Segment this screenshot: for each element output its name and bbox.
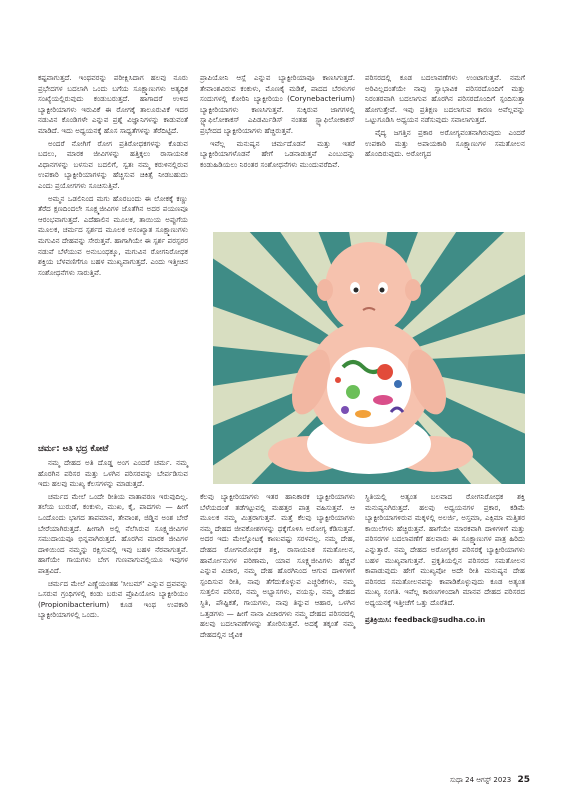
paragraph: ಚರ್ಮದ ಮೇಲೆ ಒಂದೇ ರೀತಿಯ ವಾತಾವರಣ ಇರುವುದಿಲ್ಲ. ತಲೆಯ ಬುರುಡೆ, ಕಂಕುಳು, ಮುಖ, ಕೈ, ಪಾದಗಳು — ಹೀಗೆ ಒಂದೊಂದು ಭಾಗದ ತಾಪಮಾನ, ತೇವಾಂಶ, ಜಿಡ್ಡಿನ ಅಂಶ ಬೇರೆ ಬೇರೆಯಾಗಿರುತ್ತದೆ. ಹೀಗಾಗಿ ಅಲ್ಲಿ ನೆಲೆಸಿರುವ ಸೂಕ್ಷ್ಮಜೀವಿಗಳ ಸಮುದಾಯವೂ ಭಿನ್ನವಾಗಿರುತ್ತದೆ. ಹೊರಗಿನ ಮಾರಕ ಜೀವಿಗಳ ದಾಳಿಯಿಂದ ನಮ್ಮನ್ನು ರಕ್ಷಿಸುವಲ್ಲಿ ಇವು ಬಹಳ ನೆರವಾಗುತ್ತವೆ. ಹಾಗೆಯೇ ಗಾಯಗಳು ಬೇಗ ಗುಣವಾಗುವಲ್ಲಿಯೂ ಇವುಗಳ ಪಾತ್ರವಿದೆ. [38,491,188,575]
paragraph: ಚರ್ಮದ ಮೇಲೆ ಎಣ್ಣೆಯಂತಹ 'ಸೀಬಮ್' ಎನ್ನುವ ದ್ರವವನ್ನು ಒಸರುವ ಗ್ರಂಥಿಗಳಲ್ಲಿ ಕಂಡು ಬರುವ ಪ್ರೊಪಿಯೋನಿ ಬ್ಯಾಕ್ಟೀರಿಯಂ (Propionibacterium) ಕೂಡ ಇಂಥ ಉಪಕಾರಿ ಬ್ಯಾಕ್ಟೀರಿಯಾಗಳಲ್ಲಿ ಒಂದು. [38,578,188,620]
baby-illustration [213,232,525,484]
paragraph: ಇವೆಲ್ಲ ಮನುಷ್ಯನ ಚರ್ಮದೊಡನೆ ಮತ್ತು ಇತರೆ ಬ್ಯಾಕ್ಟೀರಿಯಾಗಳೊಡನೆ ಹೇಗೆ ಒಡನಾಡುತ್ತವೆ ಎಂಬುದನ್ನು ಕಂಡುಹಿಡಿಯಲು ನಿರಂತರ ಸಂಶೋಧನೆಗಳು ಮುಂದುವರೆದಿವೆ. [200,138,355,169]
column-2-bottom [200,492,355,642]
paragraph: ನಮ್ಮ ದೇಹದ ಅತಿ ದೊಡ್ಡ ಅಂಗ ಎಂದರೆ ಚರ್ಮ. ನಮ್ಮ ಹೊರಗಿನ ಪರಿಸರ ಮತ್ತು ಒಳಗಿನ ಪರಿಸರವನ್ನು ಬೇರ್ಪಡಿಸುವ ಇದು ಹಲವು ಮುಖ್ಯ ಕೆಲಸಗಳನ್ನು ಮಾಡುತ್ತದೆ. [38,458,188,489]
paragraph: ಕೆಲವು ಬ್ಯಾಕ್ಟೀರಿಯಾಗಳು ಇತರ ಹಾನಿಕಾರಕ ಬ್ಯಾಕ್ಟೀರಿಯಾಗಳು ಬೆಳೆಯದಂತೆ ತಡೆಗಟ್ಟುವಲ್ಲಿ ಮಹತ್ತರ ಪಾತ್ರ ವಹಿಸುತ್ತವೆ. ಆ ಮೂಲಕ ನಮ್ಮ ಮಿತ್ರರಾಗುತ್ತವೆ. ಮತ್ತೆ ಕೆಲವು ಬ್ಯಾಕ್ಟೀರಿಯಾಗಳು ನಮ್ಮ ದೇಹದ ಜೀವಕೋಶಗಳನ್ನು ಧಕ್ಕೆಗೊಳಿಸಿ ಅರೋಗ್ಯ ಕೆಡಿಸುತ್ತವೆ. ಅದರ ಇದು ಮೇಲ್ನೋಟಕ್ಕೆ ಕಾಣುವಷ್ಟು ಸರಳವಲ್ಲ. ನಮ್ಮ ದೇಹ, ದೇಹದ ರೋಗನಿರೋಧಕ ಶಕ್ತಿ, ರಾಸಾಯನಿಕ ಸಮತೋಲನ, ಹಾರ್ಮೋನುಗಳ ಪರಿಣಾಮ, ಯಾವ ಸೂಕ್ಷ್ಮಜೀವಿಗಳು ಹೆಚ್ಚಿವೆ ಎನ್ನುವ ವಿಚಾರ, ನಮ್ಮ ದೇಹ ಹೊರಗಿನಿಂದ ಆಗುವ ದಾಳಿಗಳಿಗೆ ಸ್ಪಂದಿಸುವ ರೀತಿ, ನಾವು ತೆಗೆದುಕೊಳ್ಳುವ ಎಚ್ಚರಿಕೆಗಳು, ನಮ್ಮ ಸುತ್ತಲಿನ ಪರಿಸರ, ನಮ್ಮ ಅಭ್ಯಾಸಗಳು, ವಯಸ್ಸು, ನಮ್ಮ ದೇಹದ ಸ್ಥಿತಿ, ಪೌಷ್ಟಿಕತೆ, ಗಾಯಗಳು, ನಾವು ತಿನ್ನುವ ಆಹಾರ, ಒಳಗಿನ ಒತ್ತಡಗಳು — ಹೀಗೆ ನಾನಾ ವಿಚಾರಗಳು ನಮ್ಮ ದೇಹದ ಪರಿಸರದಲ್ಲಿ ಹಲವು ಬದಲಾವಣೆಗಳನ್ನು ತೋರಿಸುತ್ತವೆ. ಅದಕ್ಕೆ ತಕ್ಕಂತೆ ನಮ್ಮ ದೇಹದಲ್ಲಿನ ಜೈವಿಕ [200,492,355,639]
magazine-date: ಸುಧಾ 24 ಆಗಸ್ಟ್ 2023 [450,776,512,784]
paragraph: ಅಮ್ಮನ ಒಡಲಿನಿಂದ ಮಗು ಹೊರಬಂದು ಈ ಲೋಕಕ್ಕೆ ಕಣ್ಣು ತೆರೆದ ಕ್ಷಣದಿಂದಲೇ ಸೂಕ್ಷ್ಮಜೀವಿಗಳ ಜೊತೆಗಿನ ಅದರ ಪಯಣವೂ ಆರಂಭವಾಗುತ್ತದೆ. ಎದೆಹಾಲಿನ ಮೂಲಕ, ತಾಯಿಯ ಅಪ್ಪುಗೆಯ ಮೂಲಕ, ಚರ್ಮದ ಸ್ಪರ್ಶದ ಮೂಲಕ ಅಸಂಖ್ಯಾತ ಸೂಕ್ಷ್ಮಾಣುಗಳು ಮಗುವಿನ ದೇಹವನ್ನು ಸೇರುತ್ತವೆ. ಹಾಗಾಗಿಯೇ ಈ ಸ್ಪರ್ಶ ಪರಸ್ಪರರ ನಡುವೆ ಬೆಳೆಯುವ ಅನುಬಂಧಕ್ಕೂ, ಮಗುವಿನ ರೋಗನಿರೋಧಕ ಶಕ್ತಿಯ ಬೆಳವಣಿಗೆಗೂ ಬಹಳ ಮುಖ್ಯವಾಗುತ್ತದೆ. ಎಂದು ಇತ್ತೀಚಿನ ಸಂಶೋಧನೆಗಳು ಸಾರುತ್ತಿವೆ. [38,193,188,277]
page-footer [440,775,530,785]
paragraph: ಪರಿಸರದಲ್ಲಿ ಕೂಡ ಬದಲಾವಣೆಗಳು ಉಂಟಾಗುತ್ತವೆ. ನಮಗೆ ಅರಿವಿಲ್ಲದಂತೆಯೇ ನಾವು ಸ್ವಾಭಾವಿಕ ಪರಿಸರದೊಂದಿಗೆ ಮತ್ತು ನಿರಂತರವಾಗಿ ಬದಲಾಗುವ ಹೊರಗಿನ ಪರಿಸರದೊಂದಿಗೆ ಸ್ಪಂದಿಸುತ್ತಾ ಹೋಗುತ್ತೇವೆ. ಇವು ಪ್ರತಿಕ್ಷಣ ಬದಲಾಗುವ ಕಾರಣ ಅವೆಲ್ಲವನ್ನು ಒಟ್ಟುಗೂಡಿಸಿ ಅಧ್ಯಯನ ನಡೆಸುವುದು ಸವಾಲಾಗುತ್ತದೆ. [365,73,525,125]
column-3-top [365,73,525,162]
section-heading: ಚರ್ಮ: ಅತಿ ಭದ್ರ ಕೋಟೆ [38,444,109,454]
baby-with-bacteria-icon [213,232,525,484]
column-1-top [38,73,188,280]
paragraph: ಪ್ರಾಪಿಯೋನಿ ಆಸ್ಲೆ ಎನ್ನುವ ಬ್ಯಾಕ್ಟೀರಿಯಾವೂ ಕಾಣಸಿಗುತ್ತದೆ. ತೇವಾಂಶವಿರುವ ಕಂಕುಳು, ಮೊಣಕೈ ಮಡಿಕೆ, ಪಾದದ ಬೆರಳುಗಳ ಸಂದುಗಳಲ್ಲಿ ಕೋರಿನಿ ಬ್ಯಾಕ್ಟೀರಿಯಂ (Corynebacterium) ಬ್ಯಾಕ್ಟೀರಿಯಾಗಳು ಕಾಣಸಿಗುತ್ತವೆ. ಸುಕ್ಕಿರುವ ಜಾಗಗಳಲ್ಲಿ ಸ್ಟ್ಯಾಫಿಲೋಕಾಕಸ್ ಎಪಿಡರ್ಮಿಡಿಸ್ ನಂತಹ ಸ್ಟ್ಯಾಫಿಲೋಕಾಕಸ್ ಪ್ರಭೇದದ ಬ್ಯಾಕ್ಟೀರಿಯಾಗಳು ಹೆಚ್ಚಿರುತ್ತವೆ. [200,73,355,135]
column-1-bottom [38,440,188,623]
feedback-line: ಪ್ರತಿಕ್ರಿಯಿಸಿ: feedback@sudha.co.in [365,614,486,624]
page-number: 25 [517,775,530,785]
paragraph: ಕಷ್ಟವಾಗುತ್ತದೆ. ಇಂಥವರನ್ನು ಪರೀಕ್ಷಿಸಿದಾಗ ಹಲವು ನೂರು ಪ್ರಭೇದಗಳ ಬದಲಾಗಿ ಒಂದು ಬಗೆಯ ಸೂಕ್ಷ್ಮಾಣುಗಳು ಅತ್ಯಧಿಕ ಸಂಖ್ಯೆಯಲ್ಲಿರುವುದು ಕಂಡುಬರುತ್ತದೆ. ಹಾಗಾದರೆ ಉಳಿದ ಬ್ಯಾಕ್ಟೀರಿಯಾಗಳು ಇರುವಿಕೆ ಈ ರೋಗಕ್ಕೆ ತಾಲೂರುವಿಕೆ ಇದರ ನಡುವಿನ ಕೊಂಡಿಗಳೇ ಎನ್ನುವ ಪ್ರಶ್ನೆ ವಿಜ್ಞಾನಿಗಳನ್ನು ಕಾಡುವಂತೆ ಮಾಡಿದೆ. ಇದು ಅಧ್ಯಯನಕ್ಕೆ ಹೊಸ ಸಾಧ್ಯತೆಗಳನ್ನು ತೆರೆದಿಟ್ಟಿದೆ. [38,73,188,135]
paragraph: ಅಂದರೆ ನೋಗಿಗೆ ರೋಗ ಪ್ರತಿರೋಧಕಗಳನ್ನು ಕೊಡುವ ಬದಲು, ಮಾರಕ ಜೀವಿಗಳನ್ನು ಹತ್ತಿಕ್ಕಲು ರಾಸಾಯನಿಕ ವಿಧಾನಗಳನ್ನು ಬಳಸುವ ಬದಲಿಗೆ, ಸ್ವತಃ ನಮ್ಮ ಕರುಳಿನಲ್ಲಿರುವ ಉಪಕಾರಿ ಬ್ಯಾಕ್ಟೀರಿಯಾಗಳನ್ನು ಹೆಚ್ಚಿಸುವ ಚಿಕಿತ್ಸೆ ನೀಡಬಹುದು ಎಂದು ಪ್ರಯೋಗಗಳು ಸೂಚಿಸುತ್ತಿವೆ. [38,138,188,190]
column-2-top [200,73,355,172]
paragraph: ವೈದ್ಯ ಜಗತ್ತಿನ ಪ್ರಕಾರ ಅರೋಗ್ಯವಂತನಾಗಿರುವುದು ಎಂದರೆ ಉಪಕಾರಿ ಮತ್ತು ಅಪಾಯಕಾರಿ ಸೂಕ್ಷ್ಮಾಣುಗಳ ಸಮತೋಲನ ಹೊಂದಿರುವುದು. ಅರೋಗ್ಯದ [365,127,525,159]
paragraph: ಸ್ಥಿತಿಯಲ್ಲಿ ಅತ್ಯಂತ ಬಲವಾದ ರೋಗನಿರೋಧಕ ಶಕ್ತಿ ಮನುಷ್ಯನಿಗಿರುತ್ತದೆ. ಹಲವು ಅಧ್ಯಯನಗಳ ಪ್ರಕಾರ, ಕಡಿಮೆ ಬ್ಯಾಕ್ಟೀರಿಯಾಗಳಿರುವ ಮಕ್ಕಳಲ್ಲಿ ಅಲರ್ಜಿ, ಅಸ್ತಮಾ, ಎಕ್ಸಿಮಾ ಮತ್ತಿತರ ಕಾಯಿಲೆಗಳು ಹೆಚ್ಚಿರುತ್ತವೆ. ಹಾಗೆಯೇ ಮಾರಕವಾಗಿ ದಾಳಿಗಳಿಗೆ ಮತ್ತು ಪರಿಸರಗಳ ಬದಲಾವಣೆಗೆ ಹಲವಾರು ಈ ಸೂಕ್ಷ್ಮಾಣುಗಳ ಪಾತ್ರ ಹಿರಿದು ಎನ್ನುತ್ತಾರೆ. ನಮ್ಮ ದೇಹದ ಅರೋಗ್ಯಕರ ಪರಿಸರಕ್ಕೆ ಬ್ಯಾಕ್ಟೀರಿಯಾಗಳು ಬಹಳ ಮುಖ್ಯವಾಗುತ್ತವೆ. ಪ್ರಕೃತಿಯಲ್ಲಿನ ಪರಿಸರದ ಸಮತೋಲನ ಕಾಪಾಡುವುದು ಹೇಗೆ ಮುಖ್ಯವೋ ಅದೇ ರೀತಿ ಮನುಷ್ಯನ ದೇಹ ಪರಿಸರದ ಸಮತೋಲನವನ್ನು ಕಾಪಾಡಿಕೊಳ್ಳುವುದು ಕೂಡ ಅತ್ಯಂತ ಮುಖ್ಯ ಸಂಗತಿ. ಇವೆಲ್ಲ ಕಾರಣಗಳಿಂದಾಗಿ ಮಾನವ ದೇಹದ ಪರಿಸರದ ಅಧ್ಯಯನಕ್ಕೆ ಇತ್ತೀಚೆಗೆ ಒತ್ತು ದೊರೆತಿದೆ. [365,492,525,607]
column-3-bottom [365,492,525,627]
